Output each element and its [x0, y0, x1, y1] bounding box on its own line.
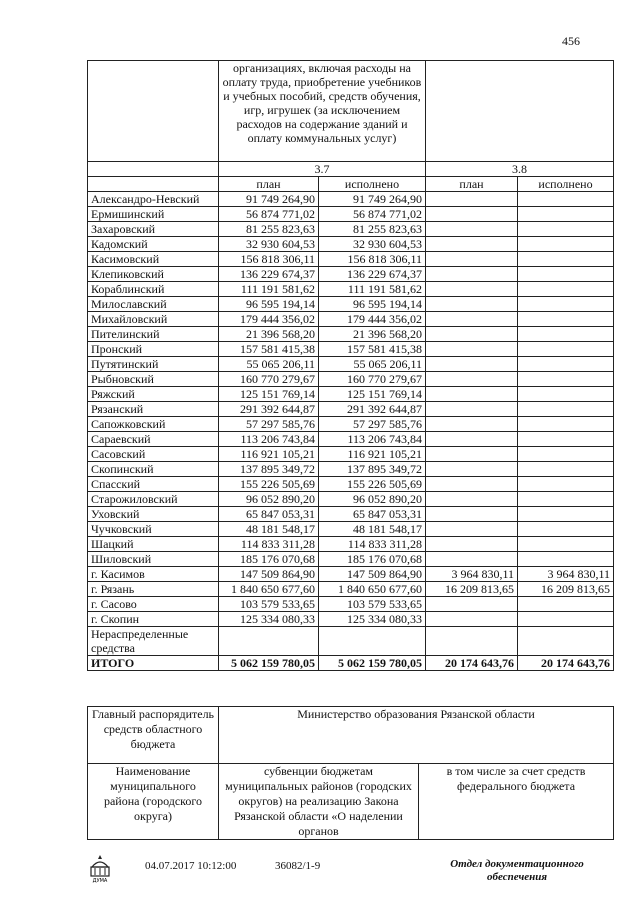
amount-done37: 155 226 505,69: [319, 477, 426, 492]
amount-done38: [518, 612, 614, 627]
district-name: г. Скопин: [88, 612, 219, 627]
district-name: Рыбновский: [88, 372, 219, 387]
table-row: [88, 282, 614, 297]
duma-logo-icon: [87, 853, 113, 883]
amount-plan37: 81 255 823,63: [219, 222, 319, 237]
amount-plan37: 125 151 769,14: [219, 387, 319, 402]
amount-plan38: 3 964 830,11: [426, 567, 518, 582]
subsidy-text: субвенции бюджетам муниципальных районов (городских округов) на реализацию Закона Рязанской области «О наделении органов: [219, 764, 419, 840]
amount-done37: 179 444 356,02: [319, 312, 426, 327]
amount-plan38: [426, 402, 518, 417]
amount-done38: [518, 492, 614, 507]
amount-done38: [518, 462, 614, 477]
amount-plan37: 55 065 206,11: [219, 357, 319, 372]
amount-done37: 55 065 206,11: [319, 357, 426, 372]
amount-done38: [518, 252, 614, 267]
amount-plan38: [426, 282, 518, 297]
table-row: [88, 237, 614, 252]
amount-plan37: 156 818 306,11: [219, 252, 319, 267]
table-row: [88, 582, 614, 597]
amount-plan38: [426, 372, 518, 387]
amount-plan37: 147 509 864,90: [219, 567, 319, 582]
table-row: [88, 387, 614, 402]
amount-plan38: [426, 462, 518, 477]
amount-plan38: 16 209 813,65: [426, 582, 518, 597]
table-row: [88, 522, 614, 537]
manager-label: Главный распорядитель средств областного бюджета: [88, 707, 219, 764]
amount-plan37: 291 392 644,87: [219, 402, 319, 417]
district-name: Ермишинский: [88, 207, 219, 222]
amount-plan37: 157 581 415,38: [219, 342, 319, 357]
amount-plan38: [426, 522, 518, 537]
amount-done38: [518, 552, 614, 567]
district-name: Шиловский: [88, 552, 219, 567]
amount-plan37: 136 229 674,37: [219, 267, 319, 282]
table-row: [88, 492, 614, 507]
amount-done38: [518, 372, 614, 387]
budget-table: [87, 60, 614, 671]
amount-done38: [518, 432, 614, 447]
district-name: Милославский: [88, 297, 219, 312]
page-number: 456: [562, 34, 580, 48]
table-row: [88, 567, 614, 582]
amount-done38: [518, 477, 614, 492]
amount-done37: 113 206 743,84: [319, 432, 426, 447]
table-row: [88, 537, 614, 552]
amount-plan38: 20 174 643,76: [426, 656, 518, 671]
amount-done37: 21 396 568,20: [319, 327, 426, 342]
table-row: [88, 342, 614, 357]
amount-plan37: 21 396 568,20: [219, 327, 319, 342]
table-row: [88, 267, 614, 282]
table-row: [88, 402, 614, 417]
district-name: Михайловский: [88, 312, 219, 327]
unallocated-row: [88, 627, 614, 656]
amount-done38: [518, 237, 614, 252]
district-name: ИТОГО: [88, 656, 219, 671]
amount-plan38: [426, 492, 518, 507]
amount-done37: 147 509 864,90: [319, 567, 426, 582]
amount-done37: 137 895 349,72: [319, 462, 426, 477]
amount-done37: 116 921 105,21: [319, 447, 426, 462]
table-row: [88, 357, 614, 372]
total-row: [88, 656, 614, 671]
district-name: Старожиловский: [88, 492, 219, 507]
header-plan-done-row: [88, 177, 614, 192]
district-name: Путятинский: [88, 357, 219, 372]
amount-plan38: [426, 507, 518, 522]
amount-done38: 3 964 830,11: [518, 567, 614, 582]
table-row: [88, 252, 614, 267]
amount-done37: 1 840 650 677,60: [319, 582, 426, 597]
amount-done38: [518, 267, 614, 282]
amount-plan38: [426, 612, 518, 627]
amount-plan37: 160 770 279,67: [219, 372, 319, 387]
amount-plan37: 113 206 743,84: [219, 432, 319, 447]
amount-done38: [518, 342, 614, 357]
district-name: Захаровский: [88, 222, 219, 237]
amount-plan38: [426, 267, 518, 282]
amount-done38: [518, 312, 614, 327]
amount-done38: [518, 402, 614, 417]
amount-done37: 81 255 823,63: [319, 222, 426, 237]
amount-done37: 57 297 585,76: [319, 417, 426, 432]
amount-done37: 48 181 548,17: [319, 522, 426, 537]
logo-text: ДУМА: [92, 878, 108, 883]
amount-plan37: 179 444 356,02: [219, 312, 319, 327]
footer-department: Отдел документационного обеспечения: [450, 858, 584, 883]
amount-plan38: [426, 432, 518, 447]
amount-done37: 56 874 771,02: [319, 207, 426, 222]
empty-cell: [319, 627, 426, 656]
amount-plan37: 185 176 070,68: [219, 552, 319, 567]
amount-plan37: 1 840 650 677,60: [219, 582, 319, 597]
plan-header-3-7: план: [219, 177, 319, 192]
footer-doc-id: 36082/1-9: [275, 860, 321, 872]
amount-plan38: [426, 537, 518, 552]
amount-done38: [518, 327, 614, 342]
amount-done37: 160 770 279,67: [319, 372, 426, 387]
district-label: Наименование муниципального района (городского округа): [88, 764, 219, 840]
table-row: [88, 432, 614, 447]
table-row: [88, 417, 614, 432]
amount-plan38: [426, 477, 518, 492]
district-name: Сасовский: [88, 447, 219, 462]
amount-done37: 91 749 264,90: [319, 192, 426, 207]
table-row: [88, 327, 614, 342]
district-name: Спасский: [88, 477, 219, 492]
amount-done37: 136 229 674,37: [319, 267, 426, 282]
header-column-numbers-row: [88, 162, 614, 177]
table-row: [88, 477, 614, 492]
amount-done38: 16 209 813,65: [518, 582, 614, 597]
table-row: [88, 447, 614, 462]
manager-table: [87, 706, 614, 840]
header-description: организациях, включая расходы на оплату труда, приобретение учебников и учебных пособий, средств обучения, игр, игрушек (за исключением расходов на содержание зданий и оплату коммунальных услуг): [219, 61, 426, 162]
amount-plan38: [426, 552, 518, 567]
amount-plan38: [426, 387, 518, 402]
amount-plan37: 125 334 080,33: [219, 612, 319, 627]
amount-done37: 157 581 415,38: [319, 342, 426, 357]
table-row: [88, 372, 614, 387]
amount-plan37: 137 895 349,72: [219, 462, 319, 477]
district-name: Рязанский: [88, 402, 219, 417]
amount-plan38: [426, 417, 518, 432]
table-row: [88, 552, 614, 567]
amount-done38: [518, 282, 614, 297]
amount-plan37: 48 181 548,17: [219, 522, 319, 537]
amount-plan38: [426, 327, 518, 342]
table-row: [88, 312, 614, 327]
district-name: Александро-Невский: [88, 192, 219, 207]
amount-plan38: [426, 252, 518, 267]
amount-done38: [518, 597, 614, 612]
amount-plan38: [426, 222, 518, 237]
amount-done38: [518, 207, 614, 222]
district-name: Клепиковский: [88, 267, 219, 282]
amount-done38: [518, 537, 614, 552]
amount-done38: [518, 447, 614, 462]
done-header-3-8: исполнено: [518, 177, 614, 192]
amount-plan37: 103 579 533,65: [219, 597, 319, 612]
amount-done38: [518, 507, 614, 522]
district-name: Пителинский: [88, 327, 219, 342]
district-name: Сараевский: [88, 432, 219, 447]
empty-cell: [518, 627, 614, 656]
done-header-3-7: исполнено: [319, 177, 426, 192]
amount-plan37: 65 847 053,31: [219, 507, 319, 522]
unallocated-label: Нераспределенные средства: [88, 627, 219, 656]
plan-header-3-8: план: [426, 177, 518, 192]
district-name: Сапожковский: [88, 417, 219, 432]
header-description-row: [88, 61, 614, 162]
amount-done38: [518, 417, 614, 432]
amount-plan37: 96 595 194,14: [219, 297, 319, 312]
table-row: [88, 207, 614, 222]
amount-plan38: [426, 312, 518, 327]
amount-done37: 96 052 890,20: [319, 492, 426, 507]
table-row: [88, 462, 614, 477]
table-row: [88, 222, 614, 237]
table-row: [88, 507, 614, 522]
district-name: г. Рязань: [88, 582, 219, 597]
amount-plan37: 116 921 105,21: [219, 447, 319, 462]
amount-done37: 65 847 053,31: [319, 507, 426, 522]
amount-plan38: [426, 297, 518, 312]
amount-plan37: 96 052 890,20: [219, 492, 319, 507]
amount-done37: 96 595 194,14: [319, 297, 426, 312]
amount-plan38: [426, 237, 518, 252]
empty-cell: [219, 627, 319, 656]
amount-plan38: [426, 207, 518, 222]
amount-done37: 185 176 070,68: [319, 552, 426, 567]
amount-done37: 111 191 581,62: [319, 282, 426, 297]
district-name: Шацкий: [88, 537, 219, 552]
amount-done37: 125 151 769,14: [319, 387, 426, 402]
amount-plan38: [426, 597, 518, 612]
district-name: Пронский: [88, 342, 219, 357]
amount-done38: [518, 387, 614, 402]
federal-text: в том числе за счет средств федерального бюджета: [419, 764, 614, 840]
amount-plan37: 111 191 581,62: [219, 282, 319, 297]
amount-done38: [518, 357, 614, 372]
district-name: Чучковский: [88, 522, 219, 537]
amount-done37: 114 833 311,28: [319, 537, 426, 552]
amount-done38: [518, 222, 614, 237]
amount-done37: 5 062 159 780,05: [319, 656, 426, 671]
district-name: Ряжский: [88, 387, 219, 402]
district-name: г. Касимов: [88, 567, 219, 582]
amount-plan37: 57 297 585,76: [219, 417, 319, 432]
district-name: г. Сасово: [88, 597, 219, 612]
amount-plan38: [426, 342, 518, 357]
column-3-7-header: 3.7: [219, 162, 426, 177]
amount-plan38: [426, 447, 518, 462]
amount-plan37: 56 874 771,02: [219, 207, 319, 222]
amount-done38: 20 174 643,76: [518, 656, 614, 671]
amount-done37: 156 818 306,11: [319, 252, 426, 267]
district-name: Касимовский: [88, 252, 219, 267]
amount-done38: [518, 297, 614, 312]
amount-plan37: 5 062 159 780,05: [219, 656, 319, 671]
district-name: Уховский: [88, 507, 219, 522]
amount-done38: [518, 522, 614, 537]
amount-plan37: 32 930 604,53: [219, 237, 319, 252]
amount-done37: 291 392 644,87: [319, 402, 426, 417]
district-name: Кадомский: [88, 237, 219, 252]
amount-done38: [518, 192, 614, 207]
amount-done37: 32 930 604,53: [319, 237, 426, 252]
table-row: [88, 297, 614, 312]
empty-cell: [426, 627, 518, 656]
table-row: [88, 597, 614, 612]
amount-plan38: [426, 192, 518, 207]
amount-plan37: 91 749 264,90: [219, 192, 319, 207]
amount-done37: 125 334 080,33: [319, 612, 426, 627]
table-row: [88, 192, 614, 207]
footer-datetime: 04.07.2017 10:12:00: [145, 860, 237, 872]
district-name: Скопинский: [88, 462, 219, 477]
amount-plan38: [426, 357, 518, 372]
column-3-8-header: 3.8: [426, 162, 614, 177]
district-name: Кораблинский: [88, 282, 219, 297]
amount-plan37: 114 833 311,28: [219, 537, 319, 552]
amount-done37: 103 579 533,65: [319, 597, 426, 612]
amount-plan37: 155 226 505,69: [219, 477, 319, 492]
manager-value: Министерство образования Рязанской области: [219, 707, 614, 764]
table-row: [88, 612, 614, 627]
